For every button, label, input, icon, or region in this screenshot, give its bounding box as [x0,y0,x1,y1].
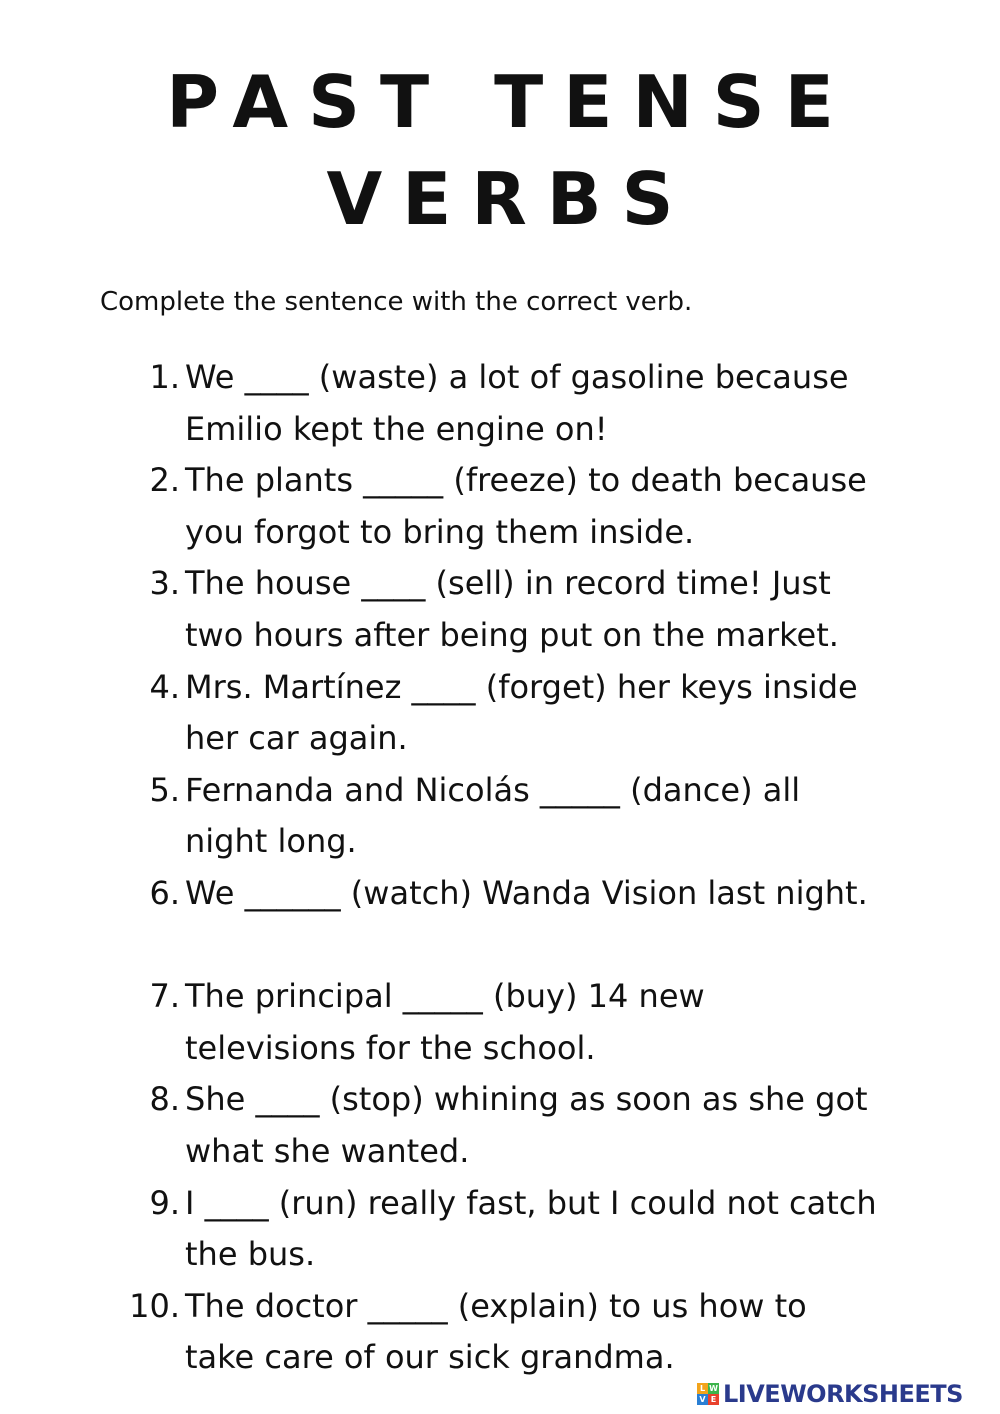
instructions: Complete the sentence with the correct verb. [100,287,693,317]
question-number: 8. [149,1080,180,1119]
liveworksheets-wordmark: LIVEWORKSHEETS [723,1380,963,1408]
logo-tile: L [697,1383,708,1394]
liveworksheets-watermark[interactable] [697,1380,963,1408]
question-number: 7. [149,977,180,1016]
question-item [0,765,1000,868]
question-text: Mrs. Martínez ____ (forget) her keys inside her car again. [185,667,858,758]
question-text: We ____ (waste) a lot of gasoline because Emilio kept the engine on! [185,358,849,448]
question-list [0,352,1000,1384]
logo-tile: V [697,1394,708,1405]
question-item [0,558,1000,661]
question-item [0,1074,1000,1177]
question-text: The principal _____ (buy) 14 new televisions for the school. [185,977,705,1067]
question-item [0,868,1000,971]
question-text: Fernanda and Nicolás _____ (dance) all night long. [185,770,801,861]
question-number: 1. [149,358,180,396]
question-number: 5. [149,770,180,809]
question-text: She ____ (stop) whining as soon as she got what she wanted. [185,1080,868,1170]
question-number: 4. [149,667,180,706]
question-item [0,352,1000,455]
question-item [0,455,1000,558]
question-number: 9. [149,1183,180,1222]
logo-tile: E [708,1394,719,1405]
question-text: We ______ (watch) Wanda Vision last night. [185,873,868,912]
page-title-line-1: PAST TENSE [166,60,854,144]
question-text: The plants _____ (freeze) to death because you forgot to bring them inside. [185,461,867,551]
question-number: 3. [149,564,180,603]
question-number: 6. [149,873,180,912]
question-number: 10. [129,1286,180,1325]
question-item [0,1178,1000,1281]
question-text: I ____ (run) really fast, but I could not catch the bus. [185,1183,877,1274]
question-item [0,662,1000,765]
question-number: 2. [149,461,180,500]
logo-tile: W [709,1384,718,1393]
question-item [0,1281,1000,1384]
question-text: The doctor _____ (explain) to us how to take care of our sick grandma. [185,1286,807,1377]
page-title-line-2: VERBS [326,157,694,241]
question-text: The house ____ (sell) in record time! Just two hours after being put on the market. [185,564,839,654]
liveworksheets-logo-icon [697,1383,719,1405]
question-item [0,971,1000,1074]
